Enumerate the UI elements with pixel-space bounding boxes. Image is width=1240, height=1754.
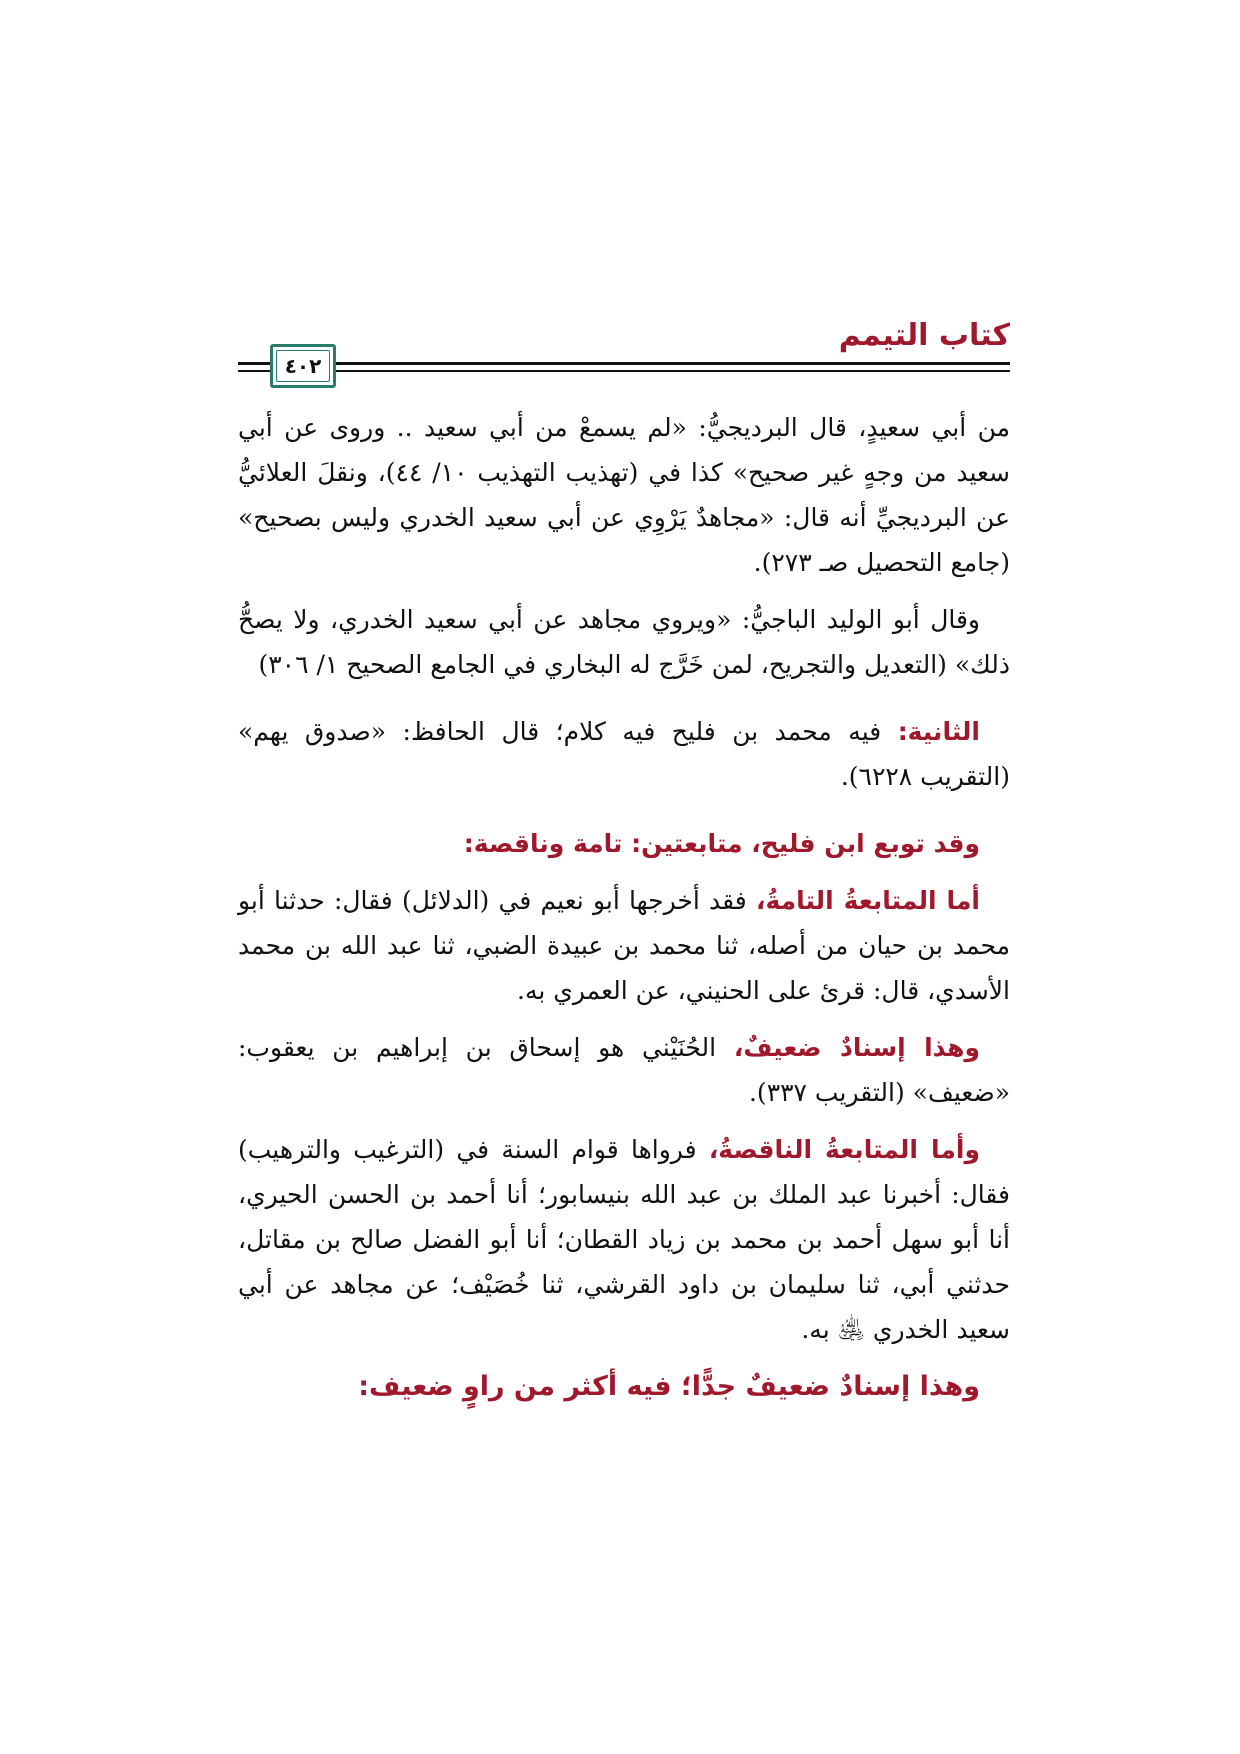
paragraph-6-label: وأما المتابعةُ الناقصةُ، (708, 1135, 980, 1164)
paragraph-5 (238, 1025, 1010, 1115)
header-rule-top (238, 362, 1010, 365)
paragraph-4-label: أما المتابعةُ التامةُ، (755, 886, 980, 915)
paragraph-3-text: فيه محمد بن فليح فيه كلام؛ قال الحافظ: «صدوق يهم» (التقريب ٦٢٢٨). (238, 717, 1010, 791)
paragraph-4 (238, 878, 1010, 1013)
section-heading-1: وقد توبع ابن فليح، متابعتين: تامة وناقصة: (463, 829, 980, 858)
page-number: ٤٠٢ (284, 354, 322, 378)
header-rule-bottom (238, 370, 1010, 372)
paragraph-2: وقال أبو الوليد الباجيُّ: «ويروي مجاهد عن أبي سعيد الخدري، ولا يصحُّ ذلك» (التعديل والتجريح، لمن خَرَّج له البخاري في الجامع الصحيح ١/ ٣٠٦) (238, 605, 1010, 679)
paragraph-6 (238, 1127, 1010, 1352)
paragraph-1: من أبي سعيدٍ، قال البرديجيُّ: «لم يسمعْ من أبي سعيد .. وروى عن أبي سعيد من وجهٍ غير صحيح» كذا في (تهذيب التهذيب ١٠/ ٤٤)، ونقلَ العلائيُّ عن البرديجيِّ أنه قال: «مجاهدٌ يَرْوِي عن أبي سعيد الخدري وليس بصحيح» (جامع التحصيل صـ ٢٧٣). (238, 413, 1010, 577)
page-number-frame (270, 344, 336, 388)
paragraph-5-text: الحُنَيْني هو إسحاق بن إبراهيم بن يعقوب: «ضعيف» (التقريب ٣٣٧). (238, 1033, 1010, 1107)
page-body (238, 405, 1010, 1409)
page-header (238, 318, 1010, 388)
paragraph-3-label: الثانية: (897, 717, 980, 746)
paragraph-4-text: فقد أخرجها أبو نعيم في (الدلائل) فقال: حدثنا أبو محمد بن حيان من أصله، ثنا محمد بن عبيدة الضبي، ثنا عبد الله بن محمد الأسدي، قال: قرئ على الحنيني، عن العمري به. (238, 886, 1010, 1005)
section-heading-2: وهذا إسنادٌ ضعيفٌ جدًّا؛ فيه أكثر من راوٍ ضعيف: (358, 1371, 980, 1402)
book-title: كتاب التيمم (838, 318, 1010, 353)
paragraph-5-label: وهذا إسنادٌ ضعيفٌ، (733, 1033, 980, 1062)
paragraph-6-text: فرواها قوام السنة في (الترغيب والترهيب) فقال: أخبرنا عبد الملك بن عبد الله بنيسابور؛ أنا أحمد بن الحسن الحيري، أنا أبو سهل أحمد بن محمد بن زياد القطان؛ أنا أبو الفضل صالح بن مقاتل، حدثني أبي، ثنا سليمان بن داود القرشي، ثنا خُصَيْف؛ عن مجاهد عن أبي سعيد الخدري ﵁ به. (238, 1135, 1010, 1344)
paragraph-3 (238, 709, 1010, 799)
